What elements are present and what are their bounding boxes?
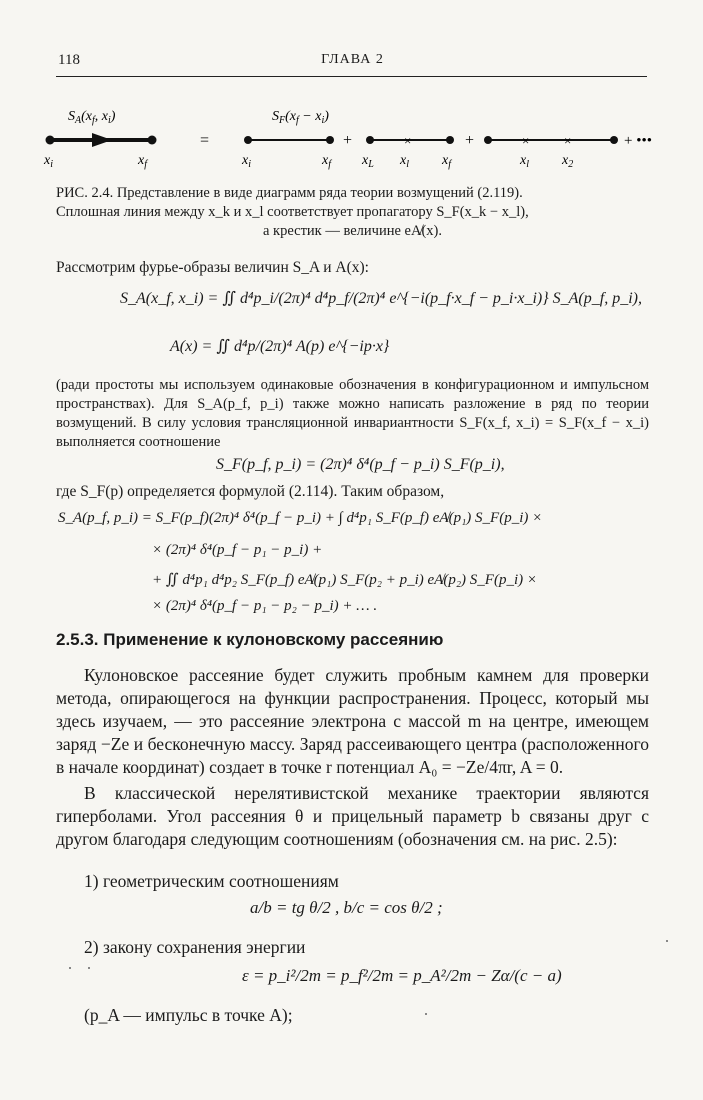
caption-line: а крестик — величине eA̸(x). xyxy=(263,223,442,239)
term2-point-label: $x_f$ xyxy=(442,153,451,170)
vertex-dot xyxy=(484,136,492,144)
print-speck xyxy=(88,967,90,969)
vertex-dot xyxy=(446,136,454,144)
term1-point-label: $x_i$ xyxy=(242,153,251,170)
equation-4d: × (2π)⁴ δ⁴(p_f − p₁ − p₂ − p_i) + … . xyxy=(152,598,378,614)
term1-point-label: $x_f$ xyxy=(322,153,331,170)
page-number: 118 xyxy=(58,52,80,68)
cross-icon: × xyxy=(564,133,572,148)
equation-6: ε = p_i²/2m = p_f²/2m = p_A²/2m − Zα/(c − a) xyxy=(242,966,562,985)
term2-point-label: $x_L$ xyxy=(362,153,374,170)
rhs-label: $S_F(x_f - x_i)$ xyxy=(272,109,329,126)
perturbation-diagram xyxy=(40,100,670,180)
ellipsis: + ••• xyxy=(624,133,652,149)
lhs-point-label: $x_i$ xyxy=(44,153,53,170)
plus-sign: + xyxy=(465,132,475,149)
term2-point-label: $x_l$ xyxy=(400,153,409,170)
equation-text: A(x) = ∬ d⁴p/(2π)⁴ A(p) e^{−ip·x} xyxy=(170,338,390,355)
list-item-2: 2) закону сохранения энергии xyxy=(84,937,306,957)
equation-3 xyxy=(216,456,505,474)
equation-text: S_F(p_f, p_i) = (2π)⁴ δ⁴(p_f − p_i) S_F(p_i), xyxy=(216,456,505,473)
cross-icon: × xyxy=(522,133,530,148)
note-paragraph: (ради простоты мы используем одинаковые обозначения в конфигурационном и импульсном пространствах). Для S_A(p_f, p_i) также можно написать разложение в ряд по теории возмущений. В силу условия трансляционной инвариантности S_F(x_f, x_i) = S_F(x_f − x_i) выполняется соотношение xyxy=(56,377,649,450)
where-line: где S_F(p) определяется формулой (2.114). Таким образом, xyxy=(56,483,445,500)
plus-sign: + xyxy=(343,132,353,149)
list-item-1: 1) геометрическим соотношениям xyxy=(84,871,339,891)
chapter-title: ГЛАВА 2 xyxy=(321,52,384,67)
vertex-dot xyxy=(46,136,55,145)
header-rule xyxy=(56,76,647,77)
arrow-icon xyxy=(92,133,112,147)
section-title: 2.5.3. Применение к кулоновскому рассеянию xyxy=(56,630,444,649)
print-speck xyxy=(425,1013,427,1015)
paragraph-1: Кулоновское рассеяние будет служить пробным камнем для проверки метода, опирающегося на функции распространения. Процесс, который мы здесь изучаем, — это рассеяние электрона с массой m на центре, имеющем заряд −Ze и бесконечную массу. Заряд рассеивающего центра (расположенного в начале координат) создает в точке r потенциал A₀ = −Ze/4πr, A = 0. xyxy=(56,665,649,777)
vertex-dot xyxy=(148,136,157,145)
equals-sign: = xyxy=(200,132,210,149)
print-speck xyxy=(69,967,71,969)
list-item-3: (p_A — импульс в точке A); xyxy=(84,1005,293,1025)
lhs-label: $S_A(x_f$, $x_i$) xyxy=(68,109,116,126)
equation-text: S_A(x_f, x_i) = ∬ d⁴p_i/(2π)⁴ d⁴p_f/(2π)⁴ e^{−i(p_f·x_f − p_i·x_i)} S_A(p_f, p_i), xyxy=(120,290,642,307)
cross-icon: × xyxy=(404,133,412,148)
figure-caption xyxy=(56,184,649,241)
vertex-dot xyxy=(366,136,374,144)
equation-2 xyxy=(170,336,389,356)
term3-point-label: $x_l$ xyxy=(520,153,529,170)
term3-point-label: $x_2$ xyxy=(562,153,574,170)
equation-1 xyxy=(120,288,642,308)
equation-5: a/b = tg θ/2 , b/c = cos θ/2 ; xyxy=(250,898,443,917)
vertex-dot xyxy=(326,136,334,144)
equation-4a: S_A(p_f, p_i) = S_F(p_f)(2π)⁴ δ⁴(p_f − p_i) + ∫ d⁴p₁ S_F(p_f) eA̸(p₁) S_F(p_i) × xyxy=(58,510,543,526)
print-speck xyxy=(666,940,668,942)
running-header xyxy=(58,52,647,74)
vertex-dot xyxy=(610,136,618,144)
caption-line: Сплошная линия между x_k и x_l соответствует пропагатору S_F(x_k − x_l), xyxy=(56,204,529,220)
equation-4b: × (2π)⁴ δ⁴(p_f − p₁ − p_i) + xyxy=(152,542,323,558)
caption-line: РИС. 2.4. Представление в виде диаграмм ряда теории возмущений (2.119). xyxy=(56,185,523,201)
equation-4c: + ∬ d⁴p₁ d⁴p₂ S_F(p_f) eA̸(p₁) S_F(p₂ + p_i) eA̸(p₂) S_F(p_i) × xyxy=(152,572,537,588)
paragraph-2: В классической нерелятивистской механике траектории являются гиперболами. Угол рассеяния θ и прицельный параметр b связаны друг с другом благодаря следующим соотношениям (обозначения см. на рис. 2.5): xyxy=(56,783,649,849)
vertex-dot xyxy=(244,136,252,144)
lhs-point-label: $x_f$ xyxy=(138,153,147,170)
intro-line: Рассмотрим фурье-образы величин S_A и A(x): xyxy=(56,259,369,276)
